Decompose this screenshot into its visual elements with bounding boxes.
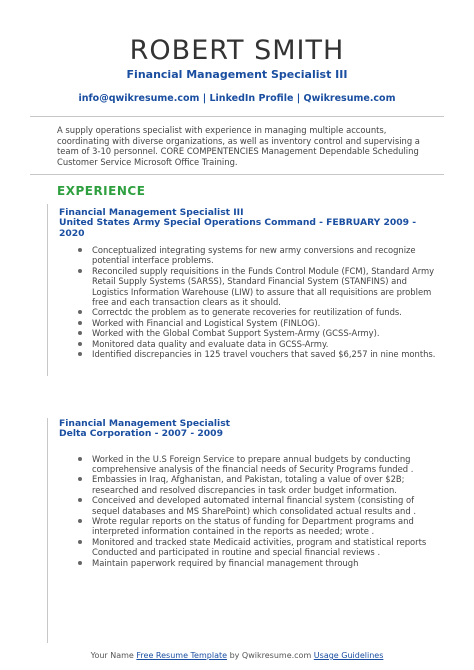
contact-separator: |: [293, 93, 304, 104]
job-entry: [59, 418, 443, 568]
usage-guidelines-link[interactable]: Usage Guidelines: [313, 651, 384, 660]
job-bullets: [59, 454, 443, 568]
job-bullets: [59, 245, 443, 359]
contact-separator: |: [199, 93, 210, 104]
job-company: Delta Corporation - 2007 - 2009: [59, 428, 223, 439]
email-link[interactable]: info@qwikresume.com: [78, 93, 200, 104]
job-company: United States Army Special Operations Command - FEBRUARY 2009 - 2020: [59, 217, 417, 239]
bullet-item: Maintain paperwork required by financial management through: [92, 558, 443, 568]
bullet-item: Conceptualized integrating systems for new army conversions and recognize potential interface problems.: [92, 245, 443, 266]
bullet-item: Identified discrepancies in 125 travel vouchers that saved $6,257 in nine months.: [92, 349, 443, 359]
bullet-item: Correctdc the problem as to generate recoveries for reutilization of funds.: [92, 307, 443, 317]
free-template-link[interactable]: Free Resume Template: [136, 651, 228, 660]
bullet-item: Worked with the Global Combat Support System-Army (GCSS-Army).: [92, 328, 443, 338]
bullet-item: Monitored and tracked state Medicaid activities, program and statistical reports Conducted and participated in routine and special financial reviews .: [92, 537, 443, 558]
bullet-item: Reconciled supply requisitions in the Funds Control Module (FCM), Standard Army Retail Supply Systems (SARSS), Standard Financial System (STANFINS) and Logistics Information Warehouse (LIW) to assure that all requisitions are problem free and each transaction clears as it should.: [92, 266, 443, 308]
summary-divider: [30, 174, 444, 175]
bullet-item: Worked in the U.S Foreign Service to prepare annual budgets by conducting comprehensive analysis of the financial needs of Security Programs funded .: [92, 454, 443, 475]
timeline-bar: [47, 418, 48, 643]
contact-line: [0, 93, 474, 104]
candidate-name: ROBERT SMITH: [129, 35, 345, 66]
header-divider: [30, 116, 444, 117]
job-title-heading: Financial Management Specialist III: [126, 68, 348, 81]
footer-middle: by Qwikresume.com: [227, 651, 314, 660]
website-link[interactable]: Qwikresume.com: [303, 93, 396, 104]
job-title: Financial Management Specialist: [59, 418, 231, 429]
job-title: Financial Management Specialist III: [59, 207, 244, 218]
footer-prefix: Your Name: [90, 651, 137, 660]
timeline-bar: [47, 204, 48, 376]
summary-paragraph: A supply operations specialist with experience in managing multiple accounts, coordinating with diverse organizations, as well as inventory control and supervising a team of 3-10 personnel. CORE COMPENTENCIES Management Dependable Scheduling Customer Service Microsoft Office Training.: [57, 125, 420, 167]
experience-heading: EXPERIENCE: [57, 184, 146, 198]
linkedin-link[interactable]: LinkedIn Profile: [209, 93, 294, 104]
bullet-item: Monitored data quality and evaluate data in GCSS-Army.: [92, 339, 443, 349]
bullet-item: Embassies in Iraq, Afghanistan, and Pakistan, totaling a value of over $2B; researched and resolved discrepancies in task order budget information.: [92, 474, 443, 495]
page-footer: [0, 651, 474, 660]
job-entry: [59, 207, 443, 359]
bullet-item: Conceived and developed automated internal financial system (consisting of sequel databases and MS SharePoint) which consolidated actual results and .: [92, 495, 443, 516]
bullet-item: Worked with Financial and Logistical System (FINLOG).: [92, 318, 443, 328]
bullet-item: Wrote regular reports on the status of funding for Department programs and interpreted information contained in the reports as needed; wrote .: [92, 516, 443, 537]
